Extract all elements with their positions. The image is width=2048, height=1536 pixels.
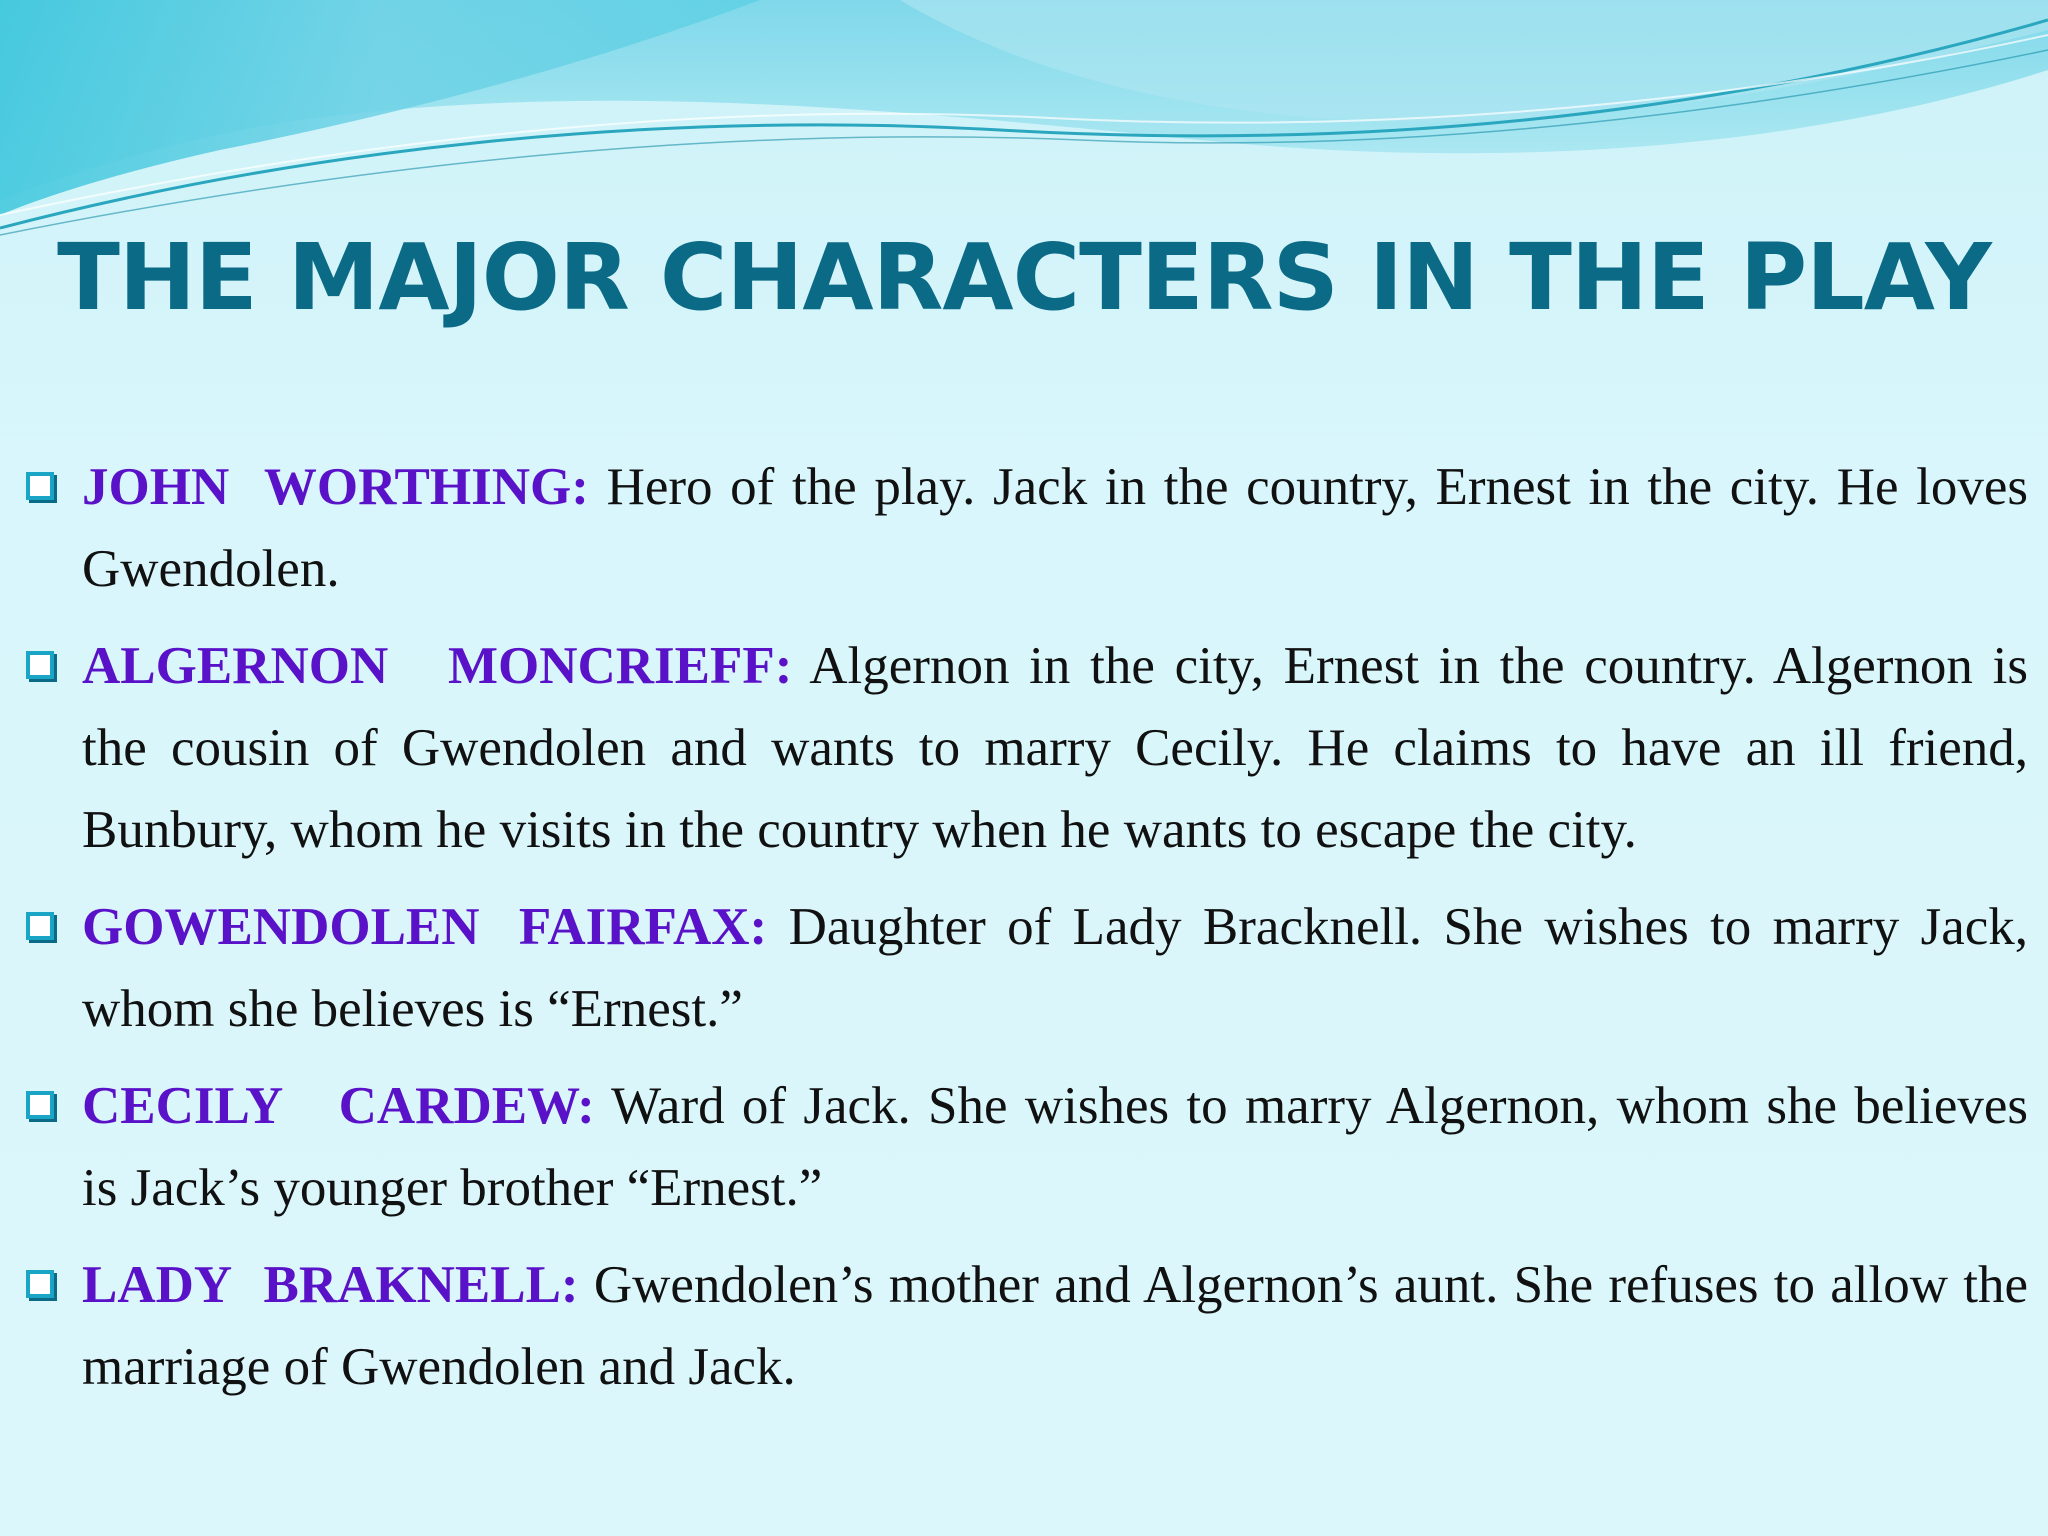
character-item-gwendolen-fairfax [24,886,2028,1050]
character-name: JOHN WORTHING: [82,458,589,516]
character-name: CECILY CARDEW: [82,1077,595,1135]
character-item-algernon-moncrieff [24,625,2028,871]
character-description: Gwendolen’s mother and Algernon’s aunt. She refuses to allow the marriage of Gwendolen and Jack. [82,1256,2029,1396]
character-item-lady-braknell [24,1244,2028,1408]
character-name: LADY BRAKNELL: [82,1256,579,1314]
character-description: Algernon in the city, Ernest in the country. Algernon is the cousin of Gwendolen and wants to marry Cecily. He claims to have an ill friend, Bunbury, whom he visits in the country when he wants to escape the city. [82,637,2029,859]
hollow-square-bullet-icon [26,1270,54,1298]
hollow-square-bullet-icon [26,1091,54,1119]
slide-title: THE MAJOR CHARACTERS IN THE PLAY [57,224,1991,331]
hollow-square-bullet-icon [26,651,54,679]
character-description: Daughter of Lady Bracknell. She wishes to marry Jack, whom she believes is “Ernest.” [82,898,2029,1038]
hollow-square-bullet-icon [26,472,54,500]
character-list [24,446,2028,1423]
hollow-square-bullet-icon [26,912,54,940]
character-description: Ward of Jack. She wishes to marry Algernon, whom she believes is Jack’s younger brother “Ernest.” [82,1077,2028,1217]
character-description: Hero of the play. Jack in the country, Ernest in the city. He loves Gwendolen. [82,458,2029,598]
character-item-cecily-cardew [24,1065,2028,1229]
character-name: GOWENDOLEN FAIRFAX: [82,898,768,956]
character-name: ALGERNON MONCRIEFF: [82,637,793,695]
wave-band-left [0,0,760,215]
character-item-john-worthing [24,446,2028,610]
